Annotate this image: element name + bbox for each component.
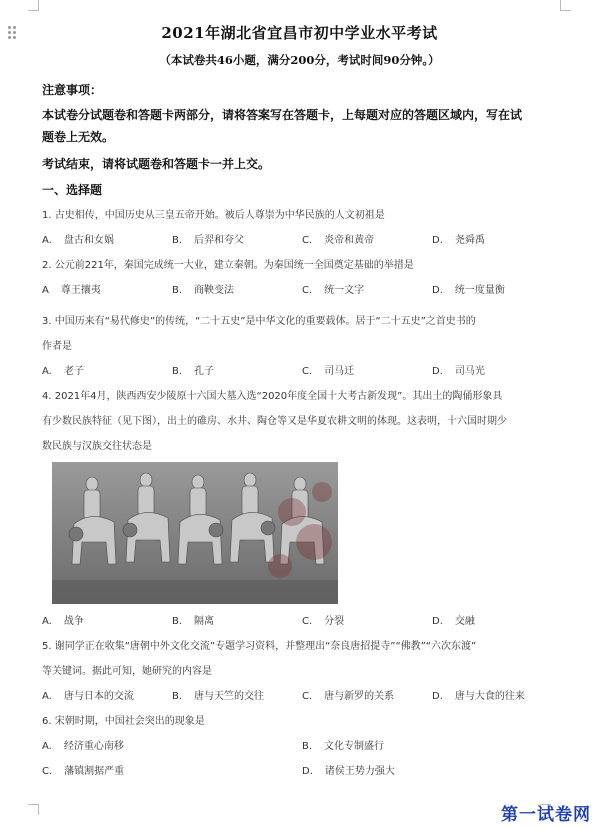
option-text: 分裂 (324, 616, 345, 627)
exam-title: 2021年湖北省宜昌市初中学业水平考试 (161, 24, 438, 42)
question-6-option-d[interactable] (302, 762, 395, 777)
question-4-option-d[interactable] (432, 612, 475, 627)
option-text: 孔子 (194, 366, 215, 377)
option-text: 司马光 (454, 366, 485, 377)
option-letter: D. (302, 766, 313, 777)
option-text: 炎帝和黄帝 (324, 235, 375, 246)
question-2-text: 2. 公元前221年，秦国完成统一大业，建立秦朝。为秦国统一全国奠定基础的举措是 (42, 260, 414, 271)
question-5-option-d[interactable] (432, 687, 525, 702)
option-letter: A. (42, 741, 52, 752)
option-letter: B. (172, 691, 183, 702)
option-text: 战争 (63, 616, 84, 627)
option-text: 统一文字 (324, 285, 365, 296)
option-text: 老子 (63, 366, 84, 377)
question-3-text-line-2: 作者是 (42, 341, 72, 352)
question-5-text-line-1: 5. 谢同学正在收集“唐朝中外文化交流”专题学习资料，并整理出“奈良唐招提寺”“佛教”“六次东渡” (42, 641, 477, 652)
question-4-text-line-3: 数民族与汉族交往状态是 (42, 441, 152, 452)
option-letter: A. (42, 366, 52, 377)
question-2-option-a[interactable] (42, 281, 101, 296)
option-text: 唐与天竺的交往 (194, 691, 265, 702)
notes-line-1: 本试卷分试题卷和答题卡两部分，请将答案写在答题卡，上每题对应的答题区域内，写在试 (42, 108, 523, 122)
option-letter: B. (172, 616, 183, 627)
option-letter: C. (42, 766, 53, 777)
option-text: 后羿和夸父 (194, 235, 245, 246)
option-letter: A. (42, 691, 52, 702)
question-4-option-c[interactable] (302, 612, 344, 627)
option-letter: B. (172, 235, 183, 246)
question-6-option-c[interactable] (42, 762, 124, 777)
option-text: 统一度量衡 (454, 285, 505, 296)
question-1-option-d[interactable] (432, 231, 485, 246)
question-6-option-a[interactable] (42, 737, 124, 752)
option-letter: D. (432, 285, 443, 296)
option-letter: C. (302, 691, 313, 702)
question-1-option-c[interactable] (302, 231, 374, 246)
option-text: 唐与日本的交流 (63, 691, 134, 702)
question-3-option-b[interactable] (172, 362, 214, 377)
option-letter: D. (432, 366, 443, 377)
option-text: 唐与大食的往来 (454, 691, 525, 702)
question-5-text-line-2: 等关键词。据此可知，她研究的内容是 (42, 666, 212, 677)
page-corner-mark-top-left (28, 0, 39, 11)
option-text: 藩镇割据严重 (64, 766, 125, 777)
option-letter: A. (42, 616, 52, 627)
question-5-option-a[interactable] (42, 687, 134, 702)
question-1-option-a[interactable] (42, 231, 114, 246)
question-6-text: 6. 宋朝时期，中国社会突出的现象是 (42, 716, 205, 727)
question-1-option-b[interactable] (172, 231, 244, 246)
option-text: 尧舜禹 (454, 235, 485, 246)
option-text: 交融 (454, 616, 475, 627)
option-text: 尊王攘夷 (60, 285, 101, 296)
question-3-option-d[interactable] (432, 362, 485, 377)
option-letter: A. (42, 235, 52, 246)
question-2-option-c[interactable] (302, 281, 364, 296)
exam-subtitle: （本试卷共46小题，满分200分，考试时间90分钟。） (159, 53, 440, 67)
option-letter: D. (432, 691, 443, 702)
page-corner-mark-top-right (560, 0, 571, 11)
option-text: 商鞅变法 (194, 285, 235, 296)
site-watermark: 第一试卷网 (501, 805, 591, 825)
notes-line-3: 考试结束，请将试题卷和答题卡一并上交。 (42, 157, 271, 171)
option-letter: C. (302, 285, 313, 296)
question-2-option-b[interactable] (172, 281, 234, 296)
option-text: 诸侯王势力强大 (324, 766, 395, 777)
option-letter: C. (302, 616, 313, 627)
question-4-text-line-1: 4. 2021年4月，陕西西安少陵原十六国大墓入选“2020年度全国十大考古新发现”。其出土的陶俑形象具 (42, 391, 503, 402)
question-3-option-a[interactable] (42, 362, 84, 377)
option-letter: B. (172, 366, 183, 377)
notes-heading: 注意事项： (42, 83, 103, 97)
pottery-figurines-photo (52, 462, 338, 604)
option-text: 唐与新罗的关系 (324, 691, 395, 702)
option-text: 文化专制盛行 (324, 741, 385, 752)
option-letter: C. (302, 235, 313, 246)
question-1-text: 1. 古史相传，中国历史从三皇五帝开始。被后人尊崇为中华民族的人文初祖是 (42, 210, 385, 221)
question-5-option-c[interactable] (302, 687, 394, 702)
question-4-option-b[interactable] (172, 612, 214, 627)
notes-line-2: 题卷上无效。 (42, 130, 115, 144)
question-3-option-c[interactable] (302, 362, 354, 377)
question-4-text-line-2: 有少数民族特征（见下图），出土的碓房、水井、陶仓等又是华夏农耕文明的体现。这表明，十六国时期少 (42, 416, 507, 427)
question-4-option-a[interactable] (42, 612, 84, 627)
question-2-option-d[interactable] (432, 281, 505, 296)
question-6-option-b[interactable] (302, 737, 384, 752)
option-letter: B. (302, 741, 313, 752)
option-letter: D. (432, 616, 443, 627)
section-heading: 一、选择题 (42, 183, 103, 197)
option-text: 司马迁 (324, 366, 355, 377)
option-letter: C. (302, 366, 313, 377)
option-letter: B. (172, 285, 183, 296)
option-text: 经济重心南移 (63, 741, 124, 752)
question-5-option-b[interactable] (172, 687, 264, 702)
question-3-text-line-1: 3. 中国历来有“易代修史”的传统，“二十五史”是中华文化的重要载体。居于“二十五史”之首史书的 (42, 316, 476, 327)
option-letter: D. (432, 235, 443, 246)
option-text: 隔离 (194, 616, 215, 627)
page-corner-mark-bottom-left (28, 804, 39, 815)
option-text: 盘古和女娲 (63, 235, 114, 246)
option-letter: A (42, 285, 49, 296)
